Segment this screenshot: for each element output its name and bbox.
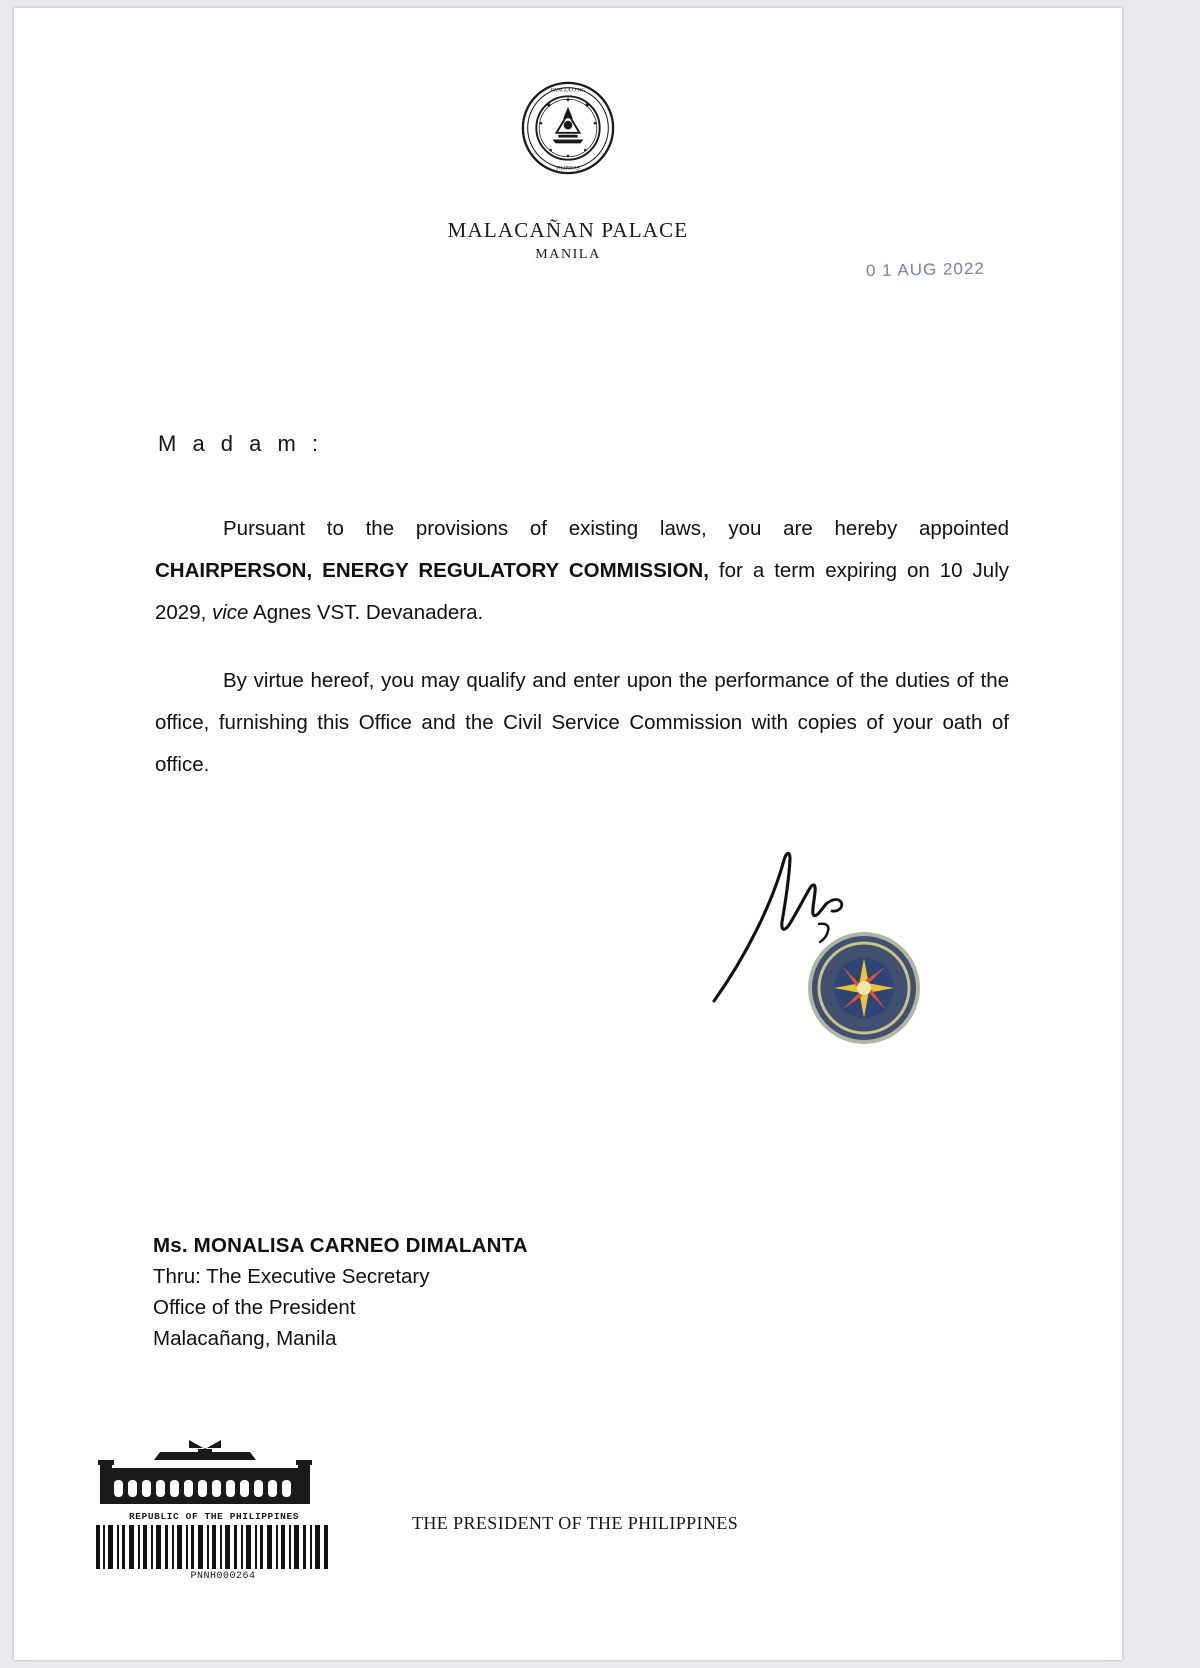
addressee-office: Office of the President xyxy=(153,1296,356,1319)
p1-vice: vice xyxy=(212,601,249,624)
malacanang-palace-building-icon xyxy=(94,1438,334,1513)
p1-lead: Pursuant to the provisions of existing laws, you are hereby appointed xyxy=(223,517,1009,540)
p1-position: CHAIRPERSON, ENERGY REGULATORY COMMISSION, xyxy=(155,559,709,582)
svg-text:PANGULO NG: PANGULO NG xyxy=(550,87,586,94)
barcode-icon xyxy=(94,1525,332,1569)
date-stamp: 0 1 AUG 2022 xyxy=(865,258,985,281)
philippine-presidential-seal-icon xyxy=(520,80,616,176)
addressee-location: Malacañang, Manila xyxy=(153,1327,337,1350)
palace-city: MANILA xyxy=(535,247,601,262)
footer-title: THE PRESIDENT OF THE PHILIPPINES xyxy=(412,1513,739,1533)
addressee-thru: Thru: The Executive Secretary xyxy=(153,1265,430,1288)
embossed-presidential-dry-seal-icon xyxy=(804,928,924,1048)
paragraph-qualify: By virtue hereof, you may qualify and enter upon the performance of the duties of the office, furnishing this Office and the Civil Service Commission with copies of your oath of office. xyxy=(155,669,1009,776)
salutation: M a d a m : xyxy=(158,431,324,456)
palace-name: MALACAÑAN PALACE xyxy=(447,218,689,242)
document-page xyxy=(14,8,1122,1660)
barcode-number: PNNH000264 xyxy=(190,1571,256,1582)
letter-body xyxy=(155,508,1009,812)
letterhead-seal-container xyxy=(14,80,1122,181)
addressee-name: Ms. MONALISA CARNEO DIMALANTA xyxy=(153,1234,528,1257)
p1-tail: Agnes VST. Devanadera. xyxy=(248,601,484,624)
svg-text:PILIPINAS: PILIPINAS xyxy=(556,166,580,172)
paragraph-appointment xyxy=(155,508,1009,634)
letterhead-text xyxy=(14,218,1122,263)
republic-label: REPUBLIC OF THE PHILIPPINES xyxy=(128,1511,300,1522)
footer-logo-block xyxy=(94,1438,334,1582)
p1-mid: for a term expiring on 10 July 2029, xyxy=(155,559,1009,624)
addressee-block xyxy=(153,1230,528,1354)
